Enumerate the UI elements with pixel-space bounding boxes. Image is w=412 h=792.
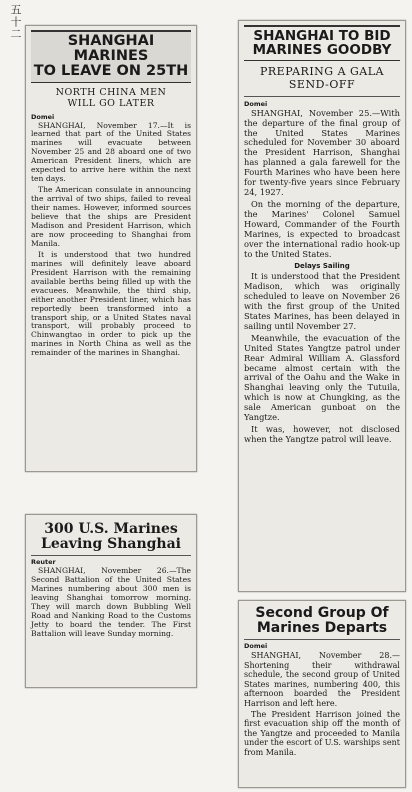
divider [244, 96, 400, 97]
article-300-marines-leaving [25, 514, 197, 688]
paragraph: The President Harrison joined the first evacuation ship off the month of the Yangtze and proceeded to Manila under the escort of U.S. warships sent from Manila. [244, 710, 400, 757]
headline [31, 520, 191, 556]
news-agency: Domei [244, 99, 268, 108]
subheadline [31, 88, 191, 110]
headline-line: Marines Departs [256, 619, 388, 636]
news-agency: Reuter [31, 558, 56, 567]
headline-line: MARINES GOODBY [252, 42, 392, 59]
paragraph: On the morning of the departure, the Marines' Colonel Samuel Howard, Commander of the Fourth Marines, is expected to broadcast over the international radio hook-up to the United States. [244, 199, 400, 259]
headline-line: Second Group Of [255, 605, 389, 621]
headline-line: SHANGHAI MARINES [67, 33, 155, 65]
article-second-group-departs [238, 600, 406, 788]
subheadline-line: WILL GO LATER [67, 97, 155, 109]
paragraph: It is understood that two hundred marines will definitely leave aboard President Harrison with the remaining available berths being filled up with the evacuees. Meanwhile, the third ship, either another President liner, which has reportedly been transformed into a transport ship, or a United States naval transport, will probably proceed to Chinwangtao in order to pick up the marines in North China as well as the remainder of the marines in Shanghai. [31, 249, 191, 358]
article-body [244, 651, 400, 757]
subheadline-line: SEND-OFF [288, 77, 356, 91]
subheadline-line: PREPARING A GALA [259, 65, 384, 79]
article-body [244, 109, 400, 446]
headline [31, 30, 191, 83]
article-body [31, 567, 191, 639]
headline-line: Leaving Shanghai [40, 535, 181, 552]
headline [244, 605, 400, 640]
paragraph: SHANGHAI, November 17.—It is learned that part of the United States marines will evacuate between November 25 and 28 aboard one of two American President liners, which are expected to arrive here within the next ten days. [31, 120, 191, 184]
paragraph: SHANGHAI, November 28.—Shortening their withdrawal schedule, the second group of United States marines, numbering 400, this afternoon boarded the President Harrison and left here. [244, 651, 400, 708]
paragraph: Meanwhile, the evacuation of the United States Yangtze patrol under Rear Admiral William A. Glassford became almost certain with the arrival of the Oahu and the Wake in Shanghai leaving only the Tutuila, which is now at Chungking, as the sale American gunboat on the Yangtze. [244, 332, 400, 423]
news-agency: Domei [244, 642, 268, 651]
crosshead: Delays Sailing [294, 261, 350, 270]
paragraph: SHANGHAI, November 26.—The Second Battalion of the United States Marines numbering about 300 men is leaving Shanghai tomorrow morning. They will march down Bubbling Well Road and Nanking Road to the Customs Jetty to board the tender. The First Battalion will leave Sunday morning. [31, 566, 191, 639]
headline-line: SHANGHAI TO BID [253, 28, 391, 44]
paragraph: It is understood that the President Madison, which was originally scheduled to leave on November 26 with the first group of the United States Marines, has been delayed in sailing until November 27. [244, 270, 400, 331]
news-agency: Domei [31, 112, 55, 121]
subheadline [244, 66, 400, 91]
paragraph: The American consulate in announcing the arrival of two ships, failed to reveal their names. However, informed sources believe that the ships are President Madison and President Harrison, which are now proceeding to Shanghai from Manila. [31, 185, 191, 248]
headline [244, 25, 400, 61]
subheadline-line: NORTH CHINA MEN [55, 86, 167, 98]
article-body [31, 122, 191, 359]
article-shanghai-bid-goodby [238, 20, 406, 592]
headline-line: 300 U.S. Marines [44, 521, 178, 537]
paragraph: It was, however, not disclosed when the Yangtze patrol will leave. [244, 424, 400, 445]
handwritten-margin-note: 五十二 [9, 4, 22, 40]
article-marines-leave-25th [25, 25, 197, 472]
headline-line: TO LEAVE ON 25TH [33, 63, 189, 80]
paragraph: SHANGHAI, November 25.—With the departure of the final group of the United States Marines scheduled for November 30 aboard the President Harrison, Shanghai has planned a gala farewell for the Fourth Marines who have been here for twenty-five years since February 24, 1927. [244, 107, 400, 198]
